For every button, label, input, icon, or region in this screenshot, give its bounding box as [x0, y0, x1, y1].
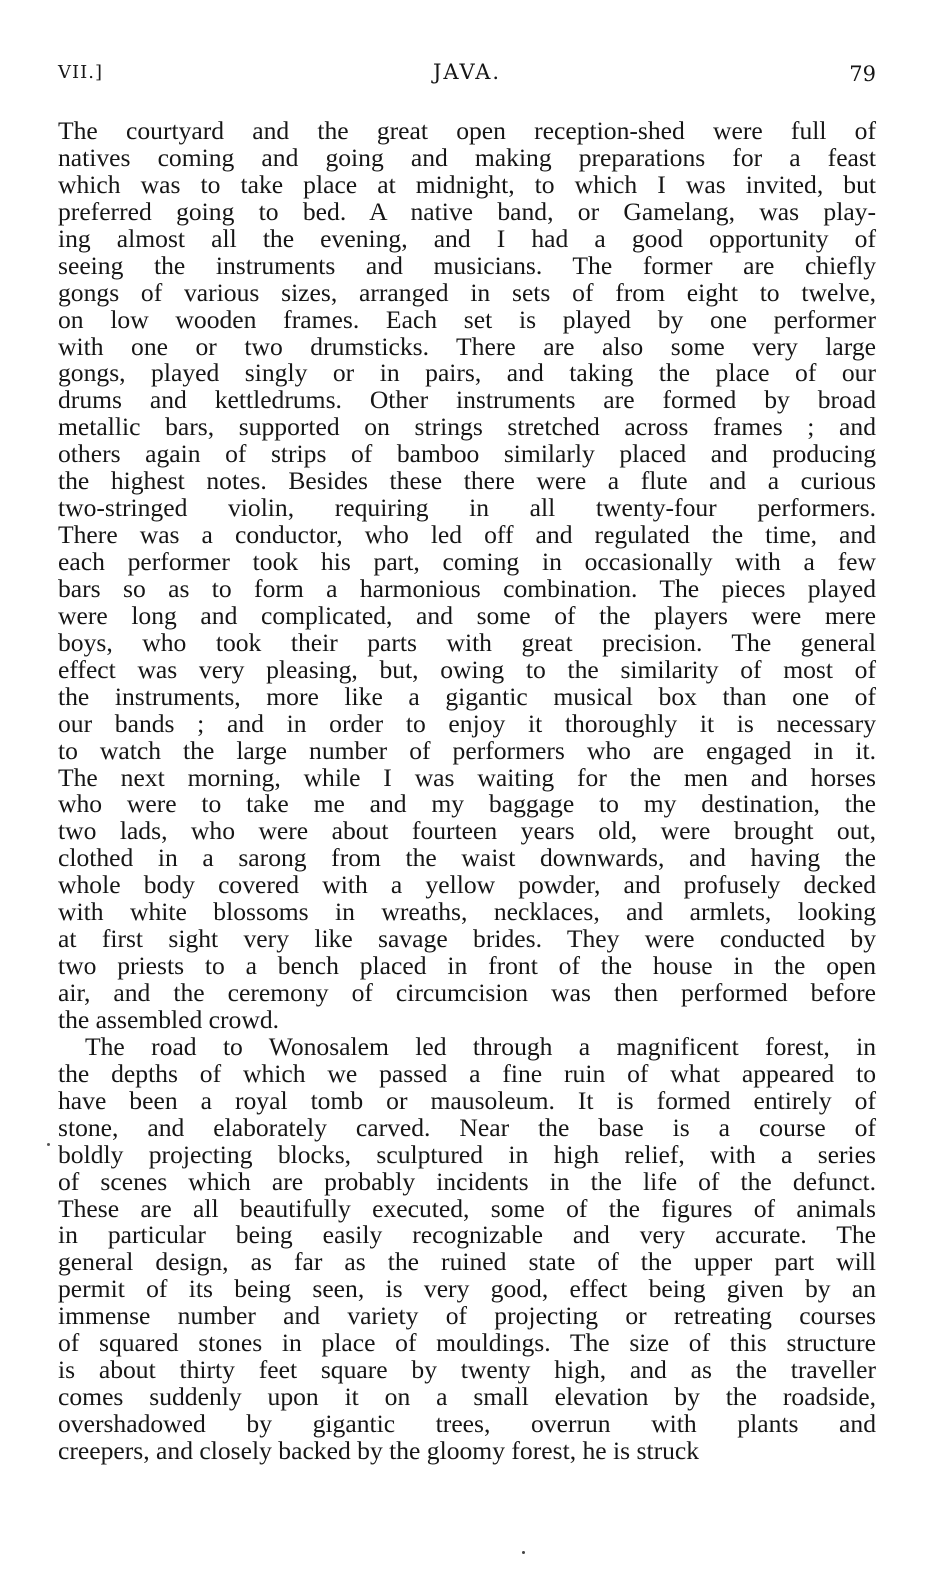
text-line: preferred going to bed. A native band, or Gamelang, was play- — [58, 196, 876, 226]
text-line: on low wooden frames. Each set is played by one performer — [58, 304, 876, 334]
text-line: our bands ; and in order to enjoy it thoroughly it is necessary — [58, 708, 876, 738]
text-line: the depths of which we passed a fine ruin of what appeared to — [58, 1058, 876, 1088]
text-line: to watch the large number of performers who are engaged in it. — [58, 735, 876, 765]
text-line: of scenes which are probably incidents in the life of the defunct. — [58, 1166, 876, 1196]
text-line: creepers, and closely backed by the gloomy forest, he is struck — [58, 1435, 700, 1465]
text-line: is about thirty feet square by twenty high, and as the traveller — [58, 1355, 876, 1385]
text-line: two priests to a bench placed in front of the house in the open — [58, 951, 876, 981]
text-line: general design, as far as the ruined state of the upper part will — [58, 1247, 876, 1277]
text-line: bars so as to form a harmonious combination. The pieces played — [58, 573, 876, 603]
text-line: ing almost all the evening, and I had a good opportunity of — [58, 223, 876, 253]
text-line: the instruments, more like a gigantic musical box than one of — [58, 681, 876, 711]
body-text — [58, 118, 876, 1465]
text-line: boldly projecting blocks, sculptured in high relief, with a series — [58, 1139, 876, 1169]
text-line: drums and kettledrums. Other instruments are formed by broad — [58, 385, 876, 415]
text-line: others again of strips of bamboo similarly placed and producing — [58, 439, 876, 469]
text-line: air, and the ceremony of circumcision was then performed before — [58, 978, 876, 1007]
chapter-marker: VII.] — [58, 62, 103, 83]
text-line: each performer took his part, coming in occasionally with a few — [58, 547, 876, 576]
text-line: immense number and variety of projecting or retreating courses — [58, 1301, 876, 1331]
text-line: effect was very pleasing, but, owing to the similarity of most of — [58, 654, 876, 684]
text-line: stone, and elaborately carved. Near the base is a course of — [58, 1112, 876, 1142]
text-line: which was to take place at midnight, to which I was invited, but — [58, 169, 876, 199]
text-line: of squared stones in place of mouldings. The size of this structure — [58, 1328, 876, 1358]
text-line: two lads, who were about fourteen years old, were brought out, — [58, 816, 876, 846]
running-header — [58, 58, 876, 94]
text-line: These are all beautifully executed, some of the figures of animals — [58, 1193, 876, 1223]
text-line: permit of its being seen, is very good, effect being given by an — [58, 1274, 876, 1304]
text-line: with white blossoms in wreaths, necklaces, and armlets, looking — [58, 897, 876, 927]
text-line: clothed in a sarong from the waist downwards, and having the — [58, 843, 876, 873]
text-line: The road to Wonosalem led through a magnificent forest, in — [85, 1031, 876, 1061]
text-line: whole body covered with a yellow powder, and profusely decked — [58, 870, 876, 900]
text-line: There was a conductor, who led off and regulated the time, and — [58, 520, 876, 550]
text-line: comes suddenly upon it on a small elevation by the roadside, — [58, 1382, 876, 1412]
text-line: who were to take me and my baggage to my destination, the — [58, 789, 876, 819]
paragraph — [58, 118, 876, 1034]
text-line: at first sight very like savage brides. They were conducted by — [58, 924, 876, 954]
page-number: 79 — [849, 62, 876, 86]
text-line: boys, who took their parts with great precision. The general — [58, 627, 876, 657]
text-line: metallic bars, supported on strings stretched across frames ; and — [58, 412, 876, 442]
text-line: the assembled crowd. — [58, 1004, 280, 1034]
print-speck — [47, 1143, 50, 1146]
text-line: two-stringed violin, requiring in all twenty-four performers. — [58, 493, 876, 523]
text-line: The next morning, while I was waiting for the men and horses — [58, 762, 876, 792]
text-line: in particular being easily recognizable and very accurate. The — [58, 1220, 876, 1250]
text-line: seeing the instruments and musicians. The former are chiefly — [58, 250, 876, 280]
text-line: overshadowed by gigantic trees, overrun with plants and — [58, 1409, 876, 1438]
text-line: gongs of various sizes, arranged in sets of from eight to twelve, — [58, 277, 876, 307]
text-line: gongs, played singly or in pairs, and taking the place of our — [58, 358, 876, 388]
paragraph — [58, 1031, 876, 1465]
text-line: natives coming and going and making preparations for a feast — [58, 142, 876, 172]
text-line: with one or two drumsticks. There are also some very large — [58, 331, 876, 361]
running-title: JAVA. — [432, 60, 502, 84]
text-line: The courtyard and the great open reception-shed were full of — [58, 116, 876, 145]
text-line: have been a royal tomb or mausoleum. It is formed entirely of — [58, 1085, 876, 1115]
text-line: were long and complicated, and some of the players were mere — [58, 600, 876, 630]
text-line: the highest notes. Besides these there were a flute and a curious — [58, 466, 876, 496]
print-speck — [522, 1551, 525, 1554]
